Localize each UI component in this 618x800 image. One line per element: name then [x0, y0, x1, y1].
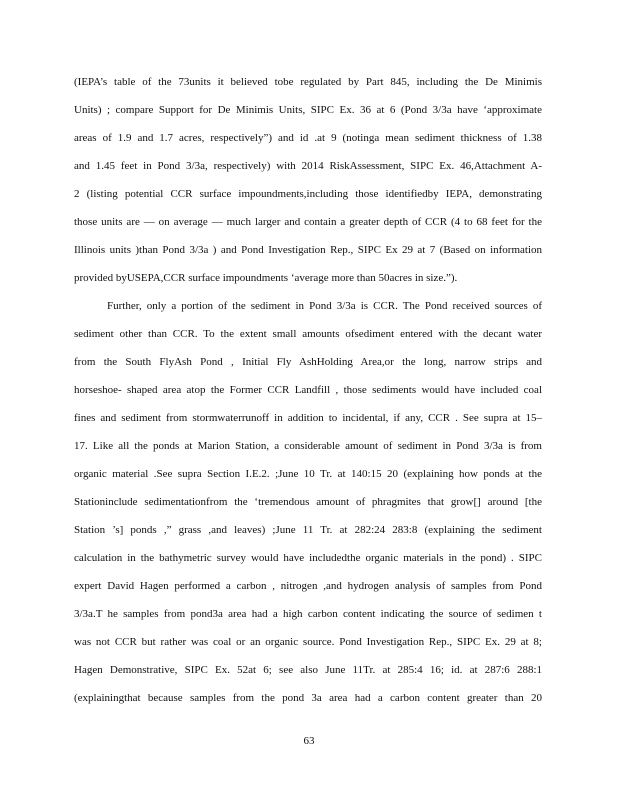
paragraph-first-line: Further, only a portion of the sediment in Pond 3/3a is CCR. The Pond received sources of [107, 300, 542, 312]
page-number: 63 [303, 735, 315, 747]
text-line: those units are — on average — much larger and contain a greater depth of CCR (4 to 68 feet for the [74, 216, 542, 228]
text-line: fines and sediment from stormwaterrunoff in addition to incidental, if any, CCR . See supra at 15– [74, 412, 542, 424]
text-line: organic material .See supra Section I.E.2. ;June 10 Tr. at 140:15 20 (explaining how ponds at the [74, 468, 542, 480]
text-line: sediment other than CCR. To the extent small amounts ofsediment entered with the decant water [74, 328, 542, 340]
text-line: Units) ; compare Support for De Minimis Units, SIPC Ex. 36 at 6 (Pond 3/3a have ‘approximate [74, 104, 542, 116]
text-line: Station ’s] ponds ,” grass ,and leaves) ;June 11 Tr. at 282:24 283:8 (explaining the sediment [74, 524, 542, 536]
text-line: areas of 1.9 and 1.7 acres, respectively”) and id .at 9 (notinga mean sediment thickness of 1.38 [74, 132, 542, 144]
text-line: horseshoe- shaped area atop the Former CCR Landfill , those sediments would have included coal [74, 384, 542, 396]
text-line: 2 (listing potential CCR surface impoundments,including those identifiedby IEPA, demonstrating [74, 188, 542, 200]
text-line: provided byUSEPA,CCR surface impoundments ‘average more than 50acres in size.”). [74, 272, 458, 284]
text-line: 3/3a.T he samples from pond3a area had a high carbon content indicating the source of sedimen t [74, 608, 542, 620]
text-line: 17. Like all the ponds at Marion Station, a considerable amount of sediment in Pond 3/3a is from [74, 440, 542, 452]
text-line: from the South FlyAsh Pond , Initial Fly AshHolding Area,or the long, narrow strips and [74, 356, 542, 368]
text-line: and 1.45 feet in Pond 3/3a, respectively) with 2014 RiskAssessment, SIPC Ex. 46,Attachment A- [74, 160, 542, 172]
text-line: Hagen Demonstrative, SIPC Ex. 52at 6; see also June 11Tr. at 285:4 16; id. at 287:6 288:1 [74, 664, 542, 676]
text-line: Stationinclude sedimentationfrom the ‘tremendous amount of phragmites that grow[] around [the [74, 496, 542, 508]
text-line: expert David Hagen performed a carbon , nitrogen ,and hydrogen analysis of samples from Pond [74, 580, 542, 592]
text-line: (IEPA’s table of the 73units it believed tobe regulated by Part 845, including the De Minimis [74, 76, 542, 88]
text-line: calculation in the bathymetric survey would have includedthe organic materials in the pond) . SIPC [74, 552, 542, 564]
text-line: Illinois units )than Pond 3/3a ) and Pond Investigation Rep., SIPC Ex 29 at 7 (Based on information [74, 244, 542, 256]
text-line: was not CCR but rather was coal or an organic source. Pond Investigation Rep., SIPC Ex. 29 at 8; [74, 636, 542, 648]
text-line: (explainingthat because samples from the pond 3a area had a carbon content greater than 20 [74, 692, 542, 704]
